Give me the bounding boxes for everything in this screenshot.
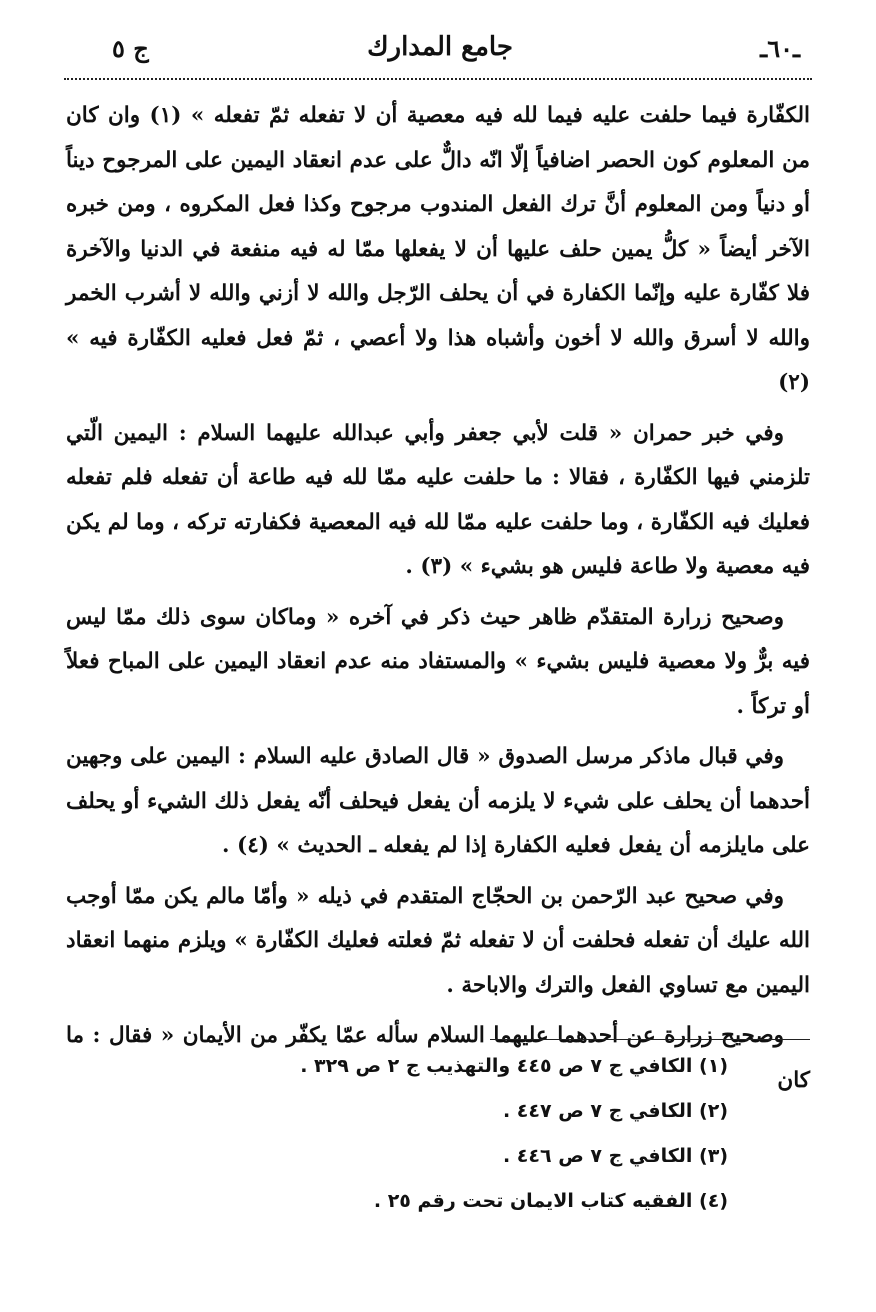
- footnotes: [128, 1044, 728, 1224]
- page-number: ـ٦٠ـ: [760, 34, 800, 63]
- footnote-1: (١) الكافي ج ٧ ص ٤٤٥ والتهذيب ج ٢ ص ٣٢٩ .: [300, 1055, 728, 1077]
- header-dotted-rule: [64, 78, 812, 80]
- running-header: [70, 30, 810, 74]
- paragraph-2: وفي خبر حمران « قلت لأبي جعفر وأبي عبدالله عليهما السلام : اليمين الّتي تلزمني فيها الكفّارة ، فقالا : ما حلفت عليه ممّا لله فيه طاعة أن تفعله فلم تفعله فعليك فيه الكفّارة ، وما حلفت عليه ممّا لله فيه المعصية فكفارته تركه ، وما لم يكن فيه معصية ولا طاعة فليس هو بشيء » (٣) .: [66, 420, 810, 579]
- paragraph-4: وفي قبال ماذكر مرسل الصدوق « قال الصادق عليه السلام : اليمين على وجهين أحدهما أن يحلف على شيء لا يلزمه أن يفعل فيحلف أنّه يفعل ذلك الشيء أو يحلف على مايلزمه أن يفعل فعليه الكفارة إذا لم يفعله ـ الحديث » (٤) .: [66, 744, 810, 858]
- footnote-2: (٢) الكافي ج ٧ ص ٤٤٧ .: [502, 1100, 728, 1122]
- paragraph-6: وصحيح زرارة عن أحدهما عليهما السلام سأله عمّا يكفّر من الأيمان « فقال : ما كان: [66, 1023, 810, 1093]
- main-text: [66, 94, 810, 1109]
- footnote-3: (٣) الكافي ج ٧ ص ٤٤٦ .: [502, 1145, 728, 1167]
- book-title: جامع المدارك: [367, 32, 513, 62]
- volume-label: ج ٥: [112, 34, 149, 63]
- footnote-separator: [490, 1039, 810, 1040]
- paragraph-5: وفي صحيح عبد الرّحمن بن الحجّاج المتقدم في ذيله « وأمّا مالم يكن ممّا أوجب الله عليك أن تفعله فحلفت أن لا تفعله ثمّ فعلته فعليك الكفّارة » ويلزم منهما انعقاد اليمين مع تساوي الفعل والترك والاباحة .: [66, 883, 810, 998]
- footnote-4: (٤) الفقيه كتاب الايمان تحت رقم ٢٥ .: [373, 1190, 728, 1212]
- paragraph-1: الكفّارة فيما حلفت عليه فيما لله فيه معصية أن لا تفعله ثمّ تفعله » (١) وان كان من المعلوم كون الحصر اضافياً إلّا انّه دالٌّ على عدم انعقاد اليمين على المرجوح ديناً أو دنياً ومن المعلوم أنَّ ترك الفعل المندوب مرجوح وكذا فعل المكروه ، ومن خبره الآخر أيضاً « كلُّ يمين حلف عليها أن لا يفعلها ممّا له فيه منفعة في الدنيا والآخرة فلا كفّارة عليه وإنّما الكفارة في أن يحلف الرّجل والله لا أزني والله لا أشرب الخمر والله لا أسرق والله لا أخون وأشباه هذا ولا أعصي ، ثمّ فعل فعليه الكفّارة فيه » (٢): [66, 103, 810, 395]
- paragraph-3: وصحيح زرارة المتقدّم ظاهر حيث ذكر في آخره « وماكان سوى ذلك ممّا ليس فيه برٌّ ولا معصية فليس بشيء » والمستفاد منه عدم انعقاد اليمين على المباح فعلاً أو تركاً .: [66, 604, 810, 719]
